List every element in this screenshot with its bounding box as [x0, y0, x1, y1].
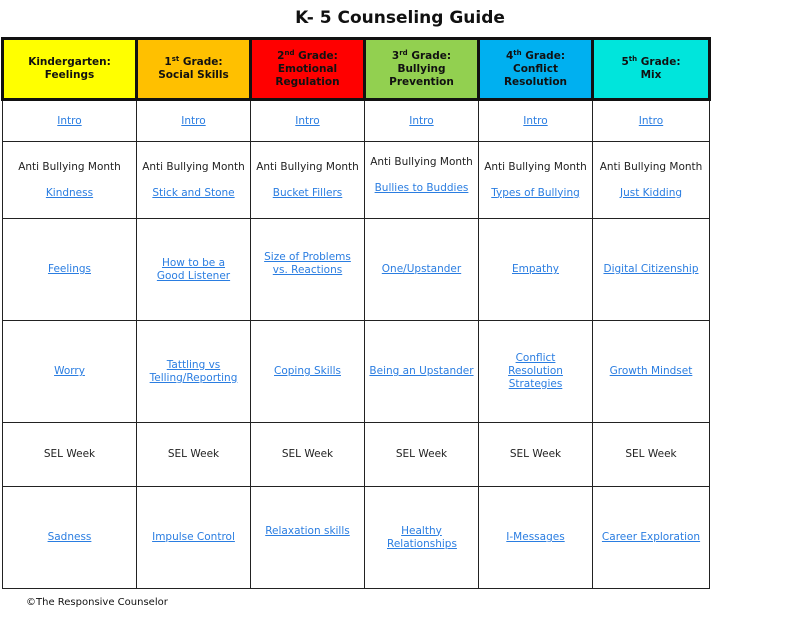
lesson-link[interactable]: Intro — [523, 114, 548, 127]
event-label: SEL Week — [43, 448, 96, 460]
theme-label: Feelings — [44, 69, 95, 81]
header-kindergarten — [3, 39, 137, 100]
table-cell — [137, 423, 251, 487]
lesson-link[interactable]: Relaxation skills — [265, 525, 350, 537]
lesson-link[interactable]: Feelings — [47, 263, 91, 275]
event-label: SEL Week — [395, 448, 448, 460]
table-cell — [365, 100, 479, 142]
table-cell — [251, 321, 365, 423]
table-cell — [137, 100, 251, 142]
table-cell — [251, 219, 365, 321]
table-cell — [479, 219, 593, 321]
intro-row — [3, 100, 710, 142]
lesson-link[interactable]: Conflict Resolution Strategies — [508, 352, 563, 390]
lesson-link[interactable]: Career Exploration — [601, 531, 701, 543]
event-label: Anti Bullying Month — [370, 156, 473, 168]
grade-ordinal: rd — [399, 48, 408, 57]
grade-suffix: Grade: — [521, 49, 566, 62]
header-grade-4 — [479, 39, 593, 100]
theme-label: Mix — [640, 69, 662, 81]
lesson-link[interactable]: Being an Upstander — [369, 365, 474, 377]
event-label: SEL Week — [167, 448, 220, 460]
table-cell — [3, 321, 137, 423]
table-cell — [3, 100, 137, 142]
lesson-row — [3, 321, 710, 423]
grade-number: 4 — [505, 49, 514, 62]
anti-bullying-row — [3, 142, 710, 219]
table-cell — [365, 487, 479, 589]
event-label: Anti Bullying Month — [599, 160, 703, 173]
counseling-guide-table — [1, 37, 711, 589]
lesson-link[interactable]: How to be a Good Listener — [156, 256, 231, 282]
event-label: Anti Bullying Month — [18, 160, 121, 173]
table-cell — [365, 321, 479, 423]
lesson-link[interactable]: Bucket Fillers — [272, 186, 343, 199]
table-cell — [593, 100, 710, 142]
theme-label: Bullying Prevention — [389, 62, 454, 88]
lesson-link[interactable]: Coping Skills — [274, 365, 341, 377]
lesson-link[interactable]: Empathy — [512, 263, 559, 275]
lesson-link[interactable]: I-Messages — [506, 531, 565, 543]
table-cell — [3, 423, 137, 487]
grade-number: 3 — [391, 49, 400, 62]
event-label: Anti Bullying Month — [142, 160, 245, 173]
table-cell — [251, 487, 365, 589]
theme-label: Social Skills — [158, 69, 229, 81]
lesson-link[interactable]: One/Upstander — [381, 263, 462, 275]
table-cell — [251, 100, 365, 142]
grade-number: 2 — [277, 49, 285, 62]
table-cell — [365, 142, 479, 219]
lesson-row — [3, 219, 710, 321]
grade-suffix: Grade: — [294, 49, 338, 62]
event-label: Anti Bullying Month — [484, 160, 587, 173]
table-cell — [593, 487, 710, 589]
lesson-link[interactable]: Intro — [409, 114, 434, 127]
event-label: SEL Week — [281, 448, 334, 460]
lesson-link[interactable]: Intro — [181, 114, 206, 127]
grade-suffix: Grade: — [179, 56, 223, 68]
table-cell — [3, 487, 137, 589]
table-cell — [251, 142, 365, 219]
table-cell — [365, 423, 479, 487]
table-cell — [3, 142, 137, 219]
grade-number: 5 — [621, 56, 629, 68]
grade-header-row — [3, 39, 710, 100]
lesson-link[interactable]: Growth Mindset — [609, 365, 693, 377]
header-grade-1 — [137, 39, 251, 100]
table-cell — [137, 487, 251, 589]
lesson-link[interactable]: Just Kidding — [619, 186, 683, 199]
theme-label: Conflict Resolution — [503, 62, 568, 88]
table-cell — [479, 142, 593, 219]
lesson-link[interactable]: Stick and Stone — [152, 186, 235, 199]
lesson-link[interactable]: Intro — [638, 114, 664, 127]
table-cell — [593, 219, 710, 321]
table-cell — [479, 321, 593, 423]
grade-ordinal: th — [628, 55, 638, 63]
lesson-row — [3, 487, 710, 589]
table-cell — [137, 219, 251, 321]
copyright-footer: ©The Responsive Counselor — [26, 597, 168, 608]
lesson-link[interactable]: Types of Bullying — [491, 186, 580, 199]
table-cell — [137, 321, 251, 423]
table-cell — [479, 100, 593, 142]
lesson-link[interactable]: Size of Problems vs. Reactions — [264, 250, 351, 276]
header-grade-2 — [251, 39, 365, 100]
table-cell — [593, 142, 710, 219]
grade-ordinal: nd — [284, 48, 295, 57]
page-title: K- 5 Counseling Guide — [295, 8, 505, 28]
lesson-link[interactable]: Bullies to Buddies — [374, 182, 469, 194]
lesson-link[interactable]: Digital Citizenship — [603, 263, 699, 275]
lesson-link[interactable]: Intro — [295, 114, 320, 127]
table-cell — [3, 219, 137, 321]
table-cell — [137, 142, 251, 219]
lesson-link[interactable]: Impulse Control — [152, 531, 235, 543]
table-cell — [479, 423, 593, 487]
lesson-link[interactable]: Intro — [57, 114, 82, 127]
grade-suffix: Grade: — [637, 56, 681, 68]
grade-ordinal: th — [513, 48, 522, 57]
grade-label: Kindergarten: — [28, 56, 111, 68]
grade-number: 1 — [164, 56, 172, 68]
lesson-link[interactable]: Tattling vs Telling/Reporting — [149, 358, 238, 384]
table-cell — [251, 423, 365, 487]
event-label: SEL Week — [625, 448, 677, 460]
table-cell — [365, 219, 479, 321]
grade-suffix: Grade: — [407, 49, 452, 62]
grade-ordinal: st — [171, 55, 180, 63]
lesson-link[interactable]: Worry — [54, 365, 85, 377]
theme-label: Emotional Regulation — [275, 62, 340, 88]
event-label: Anti Bullying Month — [256, 160, 359, 173]
lesson-link[interactable]: Sadness — [47, 531, 92, 543]
sel-week-row — [3, 423, 710, 487]
header-grade-5 — [593, 39, 710, 100]
table-cell — [479, 487, 593, 589]
table-cell — [593, 423, 710, 487]
table-cell — [593, 321, 710, 423]
lesson-link[interactable]: Healthy Relationships — [387, 524, 457, 550]
lesson-link[interactable]: Kindness — [45, 186, 94, 199]
header-grade-3 — [365, 39, 479, 100]
event-label: SEL Week — [509, 448, 562, 460]
